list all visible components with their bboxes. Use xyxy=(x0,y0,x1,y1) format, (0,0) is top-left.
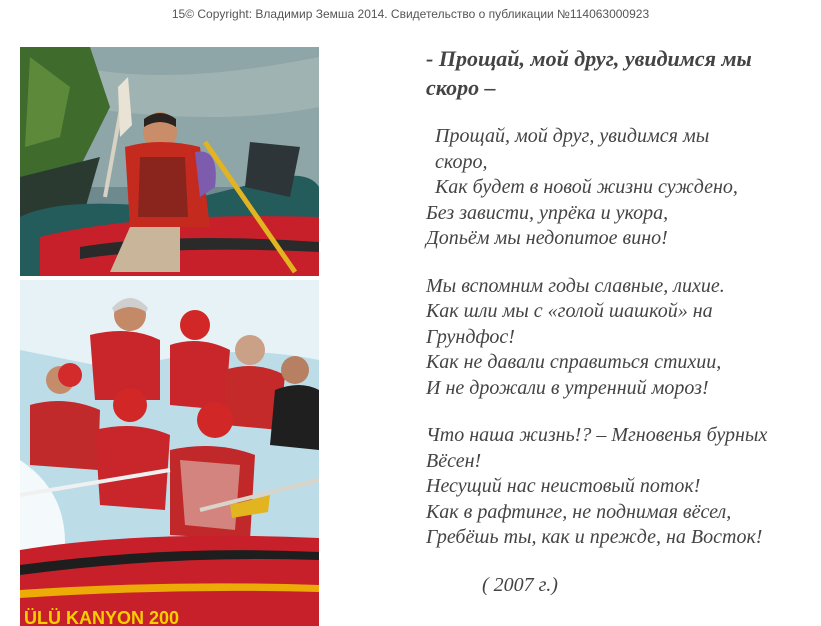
poem-line: Как не давали справиться стихии, xyxy=(426,351,722,373)
poem-line: И не дрожали в утренний мороз! xyxy=(426,376,709,399)
rafting-photo-top xyxy=(20,47,319,276)
poem-line: Что наша жизнь!? – Мгновенья бурных xyxy=(426,424,768,446)
poem-line: Несущий нас неистовый поток! xyxy=(426,475,701,497)
poem-line: Как шли мы с «голой шашкой» на xyxy=(426,300,713,322)
poem-line: Как в рафтинге, не поднимая вёсел, xyxy=(426,500,732,523)
poem-title xyxy=(426,44,816,102)
poem-line: Без зависти, упрёка и укора, xyxy=(426,201,669,224)
poem-date: ( 2007 г.) xyxy=(482,573,558,596)
poem-line: скоро, xyxy=(435,150,488,173)
poem-line: Прощай, мой друг, увидимся мы xyxy=(435,125,710,147)
poem-line: Гребёшь ты, как и прежде, на Восток! xyxy=(426,526,763,548)
poem-line: Как будет в новой жизни суждено, xyxy=(435,176,738,198)
copyright-header: 15© Copyright: Владимир Земша 2014. Свидетельство о публикации №114063000923 xyxy=(171,7,650,21)
title-line: - Прощай, мой друг, увидимся мы xyxy=(426,46,752,71)
poem xyxy=(426,44,816,598)
rafting-photo-group xyxy=(20,280,319,626)
poem-line: Допьём мы недопитое вино! xyxy=(426,227,668,249)
title-line: скоро – xyxy=(426,75,496,100)
stanza-3 xyxy=(426,423,816,551)
poem-line: Вёсен! xyxy=(426,449,482,472)
raft-caption: ÜLÜ KANYON 200 xyxy=(24,608,180,626)
photo-column xyxy=(20,47,319,626)
poem-line: Грундфос! xyxy=(426,325,515,348)
stanza-1 xyxy=(426,124,816,252)
stanza-2 xyxy=(426,274,816,402)
poem-line: Мы вспомним годы славные, лихие. xyxy=(426,274,725,297)
